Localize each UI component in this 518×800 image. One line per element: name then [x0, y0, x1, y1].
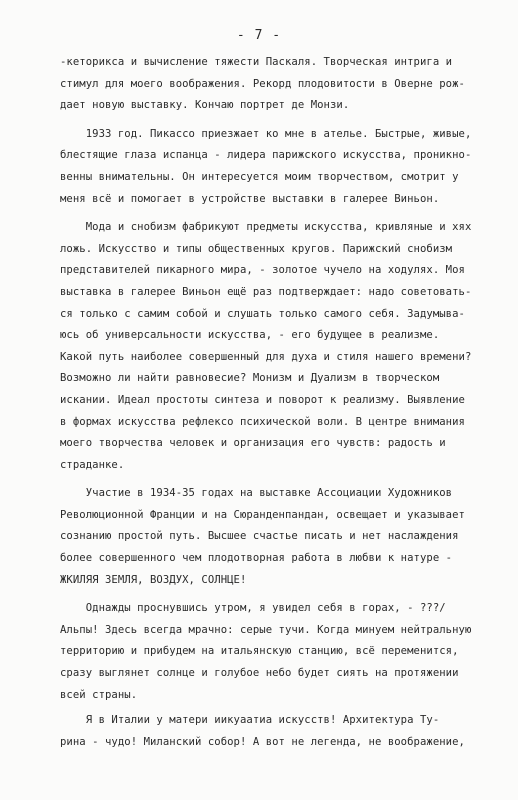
- text-line: территорию и прибудем на итальянскую станцию, всё переменится,: [60, 645, 459, 658]
- text-line: сразу выглянет солнце и голубое небо будет сиять на протяжении: [60, 667, 459, 680]
- page-text: [60, 52, 498, 753]
- text-line: Революционной Франции и на Сюранденпандан, освещает и указывает: [60, 508, 465, 521]
- text-line: всей страны.: [60, 688, 138, 701]
- text-line: меня всё и помогает в устройстве выставки в галерее Виньон.: [60, 192, 440, 205]
- text-line: венны внимательны. Он интересуется моим творчеством, смотрит у: [60, 170, 459, 183]
- text-line: ЖКИЛЯЯ ЗЕМЛЯ, ВОЗДУХ, СОЛНЦЕ!: [60, 573, 247, 586]
- text-line: блестящие глаза испанца - лидера парижского искусства, проникно-: [60, 149, 472, 162]
- text-line: выставка в галерее Виньон ещё раз подтверждает: надо советовать-: [60, 285, 472, 298]
- text-line: 1933 год. Пикассо приезжает ко мне в ателье. Быстрые, живые,: [60, 127, 472, 140]
- text-line: Возможно ли найти равновесие? Монизм и Дуализм в творческом: [60, 372, 440, 385]
- text-line: ложь. Искусство и типы общественных кругов. Парижский снобизм: [60, 242, 453, 255]
- text-line: Я в Италии у матери иикуаатиа искусств! Архитектура Ту-: [60, 714, 440, 727]
- text-line: стимул для моего воображения. Рекорд плодовитости в Оверне рож-: [60, 77, 465, 90]
- text-line: искании. Идеал простоты синтеза и поворот к реализму. Выявление: [60, 393, 465, 406]
- text-line: сознанию простой путь. Высшее счастье писать и нет наслаждения: [60, 530, 459, 543]
- text-line: Участие в 1934-35 годах на выставке Ассоциации Художников: [60, 487, 453, 500]
- text-line: Какой путь наиболее совершенный для духа и стиля нашего времени?: [60, 350, 472, 363]
- text-line: Альпы! Здесь всегда мрачно: серые тучи. Когда минуем нейтральную: [60, 623, 472, 636]
- text-line: в формах искусства рефлексо психической воли. В центре внимания: [60, 415, 465, 428]
- text-line: Мода и снобизм фабрикуют предметы искусства, кривляные и хях: [60, 221, 472, 234]
- page-number: - 7 -: [236, 28, 282, 43]
- text-line: Однажды проснувшись утром, я увидел себя в горах, - ???/: [60, 602, 446, 615]
- text-line: представителей пикарного мира, - золотое чучело на ходулях. Моя: [60, 264, 465, 277]
- text-line: страданке.: [60, 458, 125, 471]
- text-line: рина - чудо! Миланский собор! А вот не легенда, не воображение,: [60, 735, 465, 748]
- text-line: -кеторикса и вычисление тяжести Паскаля. Творческая интрига и: [60, 56, 453, 68]
- text-line: дает новую выставку. Кончаю портрет де Монзи.: [60, 99, 350, 112]
- text-line: более совершенного чем плодотворная работа в любви к натуре -: [60, 552, 453, 565]
- text-line: моего творчества человек и организация его чувств: радость и: [60, 437, 446, 450]
- text-line: юсь об универсальности искусства, - его будущее в реализме.: [60, 329, 440, 342]
- text-line: ся только с самим собой и слушать только самого себя. Задумыва-: [60, 307, 465, 320]
